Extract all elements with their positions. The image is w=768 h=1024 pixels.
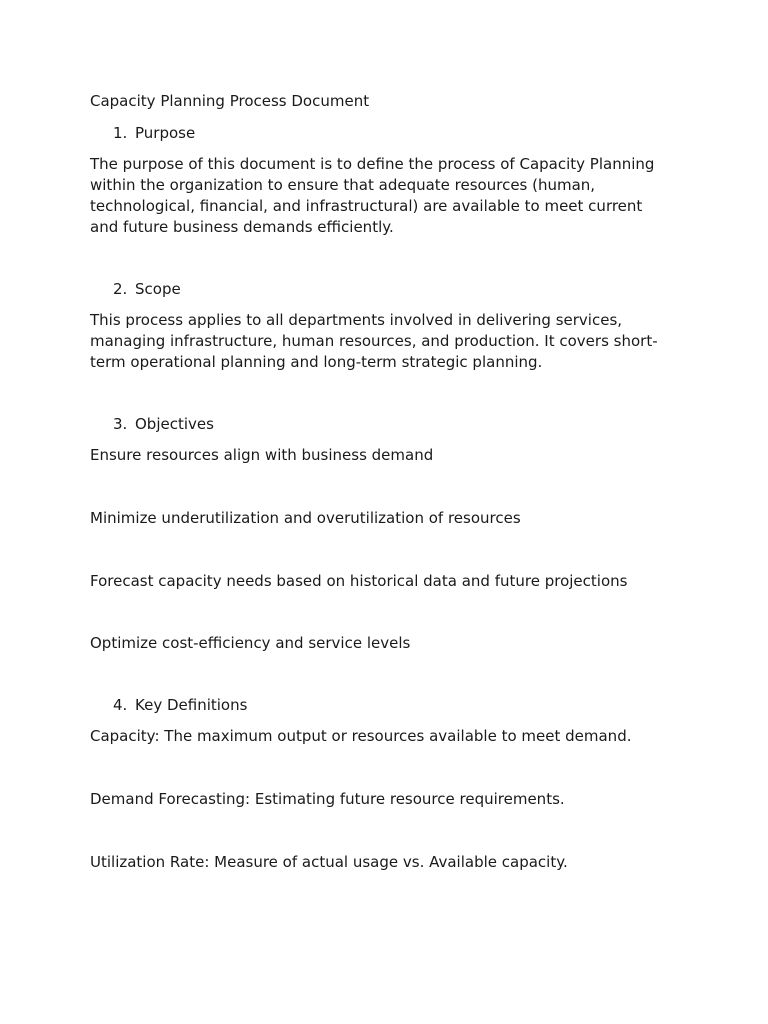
section-heading-objectives <box>113 414 670 435</box>
document-title: Capacity Planning Process Document <box>90 92 370 110</box>
objective-item: Minimize underutilization and overutilization of resources <box>90 509 521 527</box>
section-number: 1. <box>113 124 128 142</box>
section-number: 2. <box>113 280 128 298</box>
purpose-paragraph: The purpose of this document is to define the process of Capacity Planning within the organization to ensure that adequate resources (human, technological, financial, and infrastructural) are available to meet current and future business demands efficiently. <box>90 155 655 236</box>
objective-item: Optimize cost-efficiency and service levels <box>90 634 411 652</box>
section-heading-purpose <box>113 123 670 144</box>
section-number: 3. <box>113 415 128 433</box>
section-heading-label: Objectives <box>135 415 214 433</box>
section-heading-label: Purpose <box>135 124 196 142</box>
definition-item: Utilization Rate: Measure of actual usage vs. Available capacity. <box>90 853 568 871</box>
section-heading-scope <box>113 279 670 300</box>
section-heading-label: Key Definitions <box>135 696 248 714</box>
section-number: 4. <box>113 696 128 714</box>
section-heading-label: Scope <box>135 280 181 298</box>
definition-item: Demand Forecasting: Estimating future resource requirements. <box>90 790 565 808</box>
definition-item: Capacity: The maximum output or resources available to meet demand. <box>90 727 632 745</box>
document-page <box>90 91 670 873</box>
scope-paragraph: This process applies to all departments involved in delivering services, managing infrastructure, human resources, and production. It covers short-term operational planning and long-term strategic planning. <box>90 311 658 371</box>
section-heading-key-definitions <box>113 695 670 716</box>
objective-item: Forecast capacity needs based on historical data and future projections <box>90 572 628 590</box>
objective-item: Ensure resources align with business demand <box>90 446 434 464</box>
